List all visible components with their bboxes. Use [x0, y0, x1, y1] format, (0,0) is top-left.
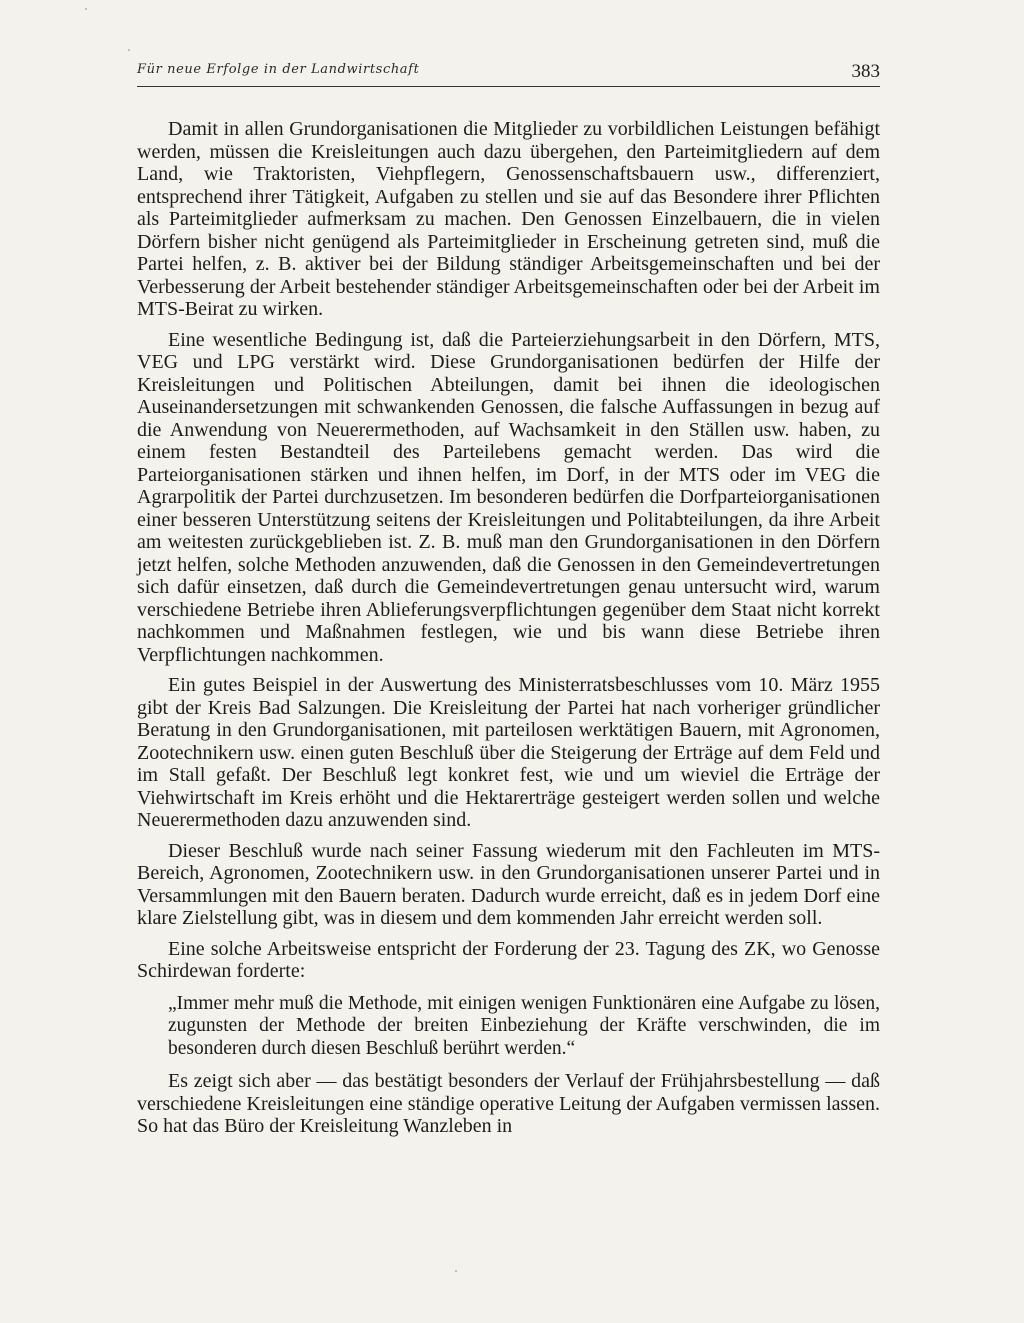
paragraph-5: Eine solche Arbeitsweise entspricht der Forderung der 23. Tagung des ZK, wo Genosse Schirdewan forderte:: [137, 937, 880, 982]
scan-speck: [128, 49, 130, 51]
block-quote: „Immer mehr muß die Methode, mit einigen wenigen Funktionären eine Aufgabe zu lösen, zugunsten der Methode der breiten Einbeziehung der Kräfte verschwinden, die im besonderen durch diesen Beschluß berührt werden.“: [168, 992, 880, 1059]
running-title: Für neue Erfolge in der Landwirtschaft: [137, 62, 420, 77]
running-head: [137, 62, 880, 87]
scan-speck: [85, 8, 87, 10]
scan-speck: [455, 1270, 457, 1272]
paragraph-6: Es zeigt sich aber — das bestätigt besonders der Verlauf der Frühjahrsbestellung — daß verschiedene Kreisleitungen eine ständige operative Leitung der Aufgaben vermissen lassen. So hat das Büro der Kreisleitung Wanzleben in: [137, 1070, 880, 1137]
page-number: 383: [851, 61, 880, 82]
paragraph-2: Eine wesentliche Bedingung ist, daß die Parteierziehungsarbeit in den Dörfern, MTS, VEG und LPG verstärkt wird. Diese Grundorganisationen bedürfen der Hilfe der Kreisleitungen und Politischen Abteilungen, damit bei ihnen die ideologischen Auseinandersetzungen mit schwankenden Genossen, die falsche Auffassungen in bezug auf die Anwendung von Neuerermethoden, auf Wachsamkeit in den Ställen usw. haben, zu einem festen Bestandteil des Parteilebens gemacht werden. Das wird die Parteiorganisationen stärken und ihnen helfen, im Dorf, in der MTS oder im VEG die Agrarpolitik der Partei durchzusetzen. Im besonderen bedürfen die Dorfparteiorganisationen einer besseren Unterstützung seitens der Kreisleitungen und Politabteilungen, da ihre Arbeit am weitesten zurückgeblieben ist. Z. B. muß man den Grundorganisationen in den Dörfern jetzt helfen, solche Methoden anzuwenden, daß die Genossen in den Gemeindevertretungen sich dafür einsetzen, daß durch die Gemeindevertretungen genau untersucht wird, warum verschiedene Betriebe ihren Ablieferungsverpflichtungen gegenüber dem Staat nicht korrekt nachkommen und Maßnahmen festlegen, wie und bis wann diese Betriebe ihren Verpflichtungen nachkommen.: [137, 328, 880, 666]
paragraph-1: Damit in allen Grundorganisationen die Mitglieder zu vorbildlichen Leistungen befähigt werden, müssen die Kreisleitungen auch dazu übergehen, den Parteimitgliedern auf dem Land, wie Traktoristen, Viehpflegern, Genossenschaftsbauern usw., differenziert, entsprechend ihrer Tätigkeit, Aufgaben zu stellen und sie auf das Besondere ihrer Pflichten als Parteimitglieder aufmerksam zu machen. Den Genossen Einzelbauern, die in vielen Dörfern bisher nicht genügend als Parteimitglieder in Erscheinung getreten sind, muß die Partei helfen, z. B. aktiver bei der Bildung ständiger Arbeitsgemeinschaften und bei der Verbesserung der Arbeit bestehender ständiger Arbeitsgemeinschaften oder bei der Arbeit im MTS-Beirat zu wirken.: [137, 118, 880, 320]
body-text: [137, 118, 880, 1146]
paragraph-3: Ein gutes Beispiel in der Auswertung des Ministerratsbeschlusses vom 10. März 1955 gibt der Kreis Bad Salzungen. Die Kreisleitung der Partei hat nach vorheriger gründlicher Beratung in den Grundorganisationen, mit parteilosen werktätigen Bauern, mit Agronomen, Zootechnikern usw. einen guten Beschluß über die Steigerung der Erträge auf dem Feld und im Stall gefaßt. Der Beschluß legt konkret fest, wie und um wieviel die Erträge der Viehwirtschaft im Kreis erhöht und die Hektarerträge gesteigert werden sollen und welche Neuerermethoden dazu anzuwenden sind.: [137, 674, 880, 831]
paragraph-4: Dieser Beschluß wurde nach seiner Fassung wiederum mit den Fachleuten im MTS-Bereich, Agronomen, Zootechnikern usw. in den Grundorganisationen unserer Partei und in Versammlungen mit den Bauern beraten. Dadurch wurde erreicht, daß es in jedem Dorf eine klare Zielstellung gibt, was in diesem und dem kommenden Jahr erreicht werden soll.: [137, 839, 880, 929]
